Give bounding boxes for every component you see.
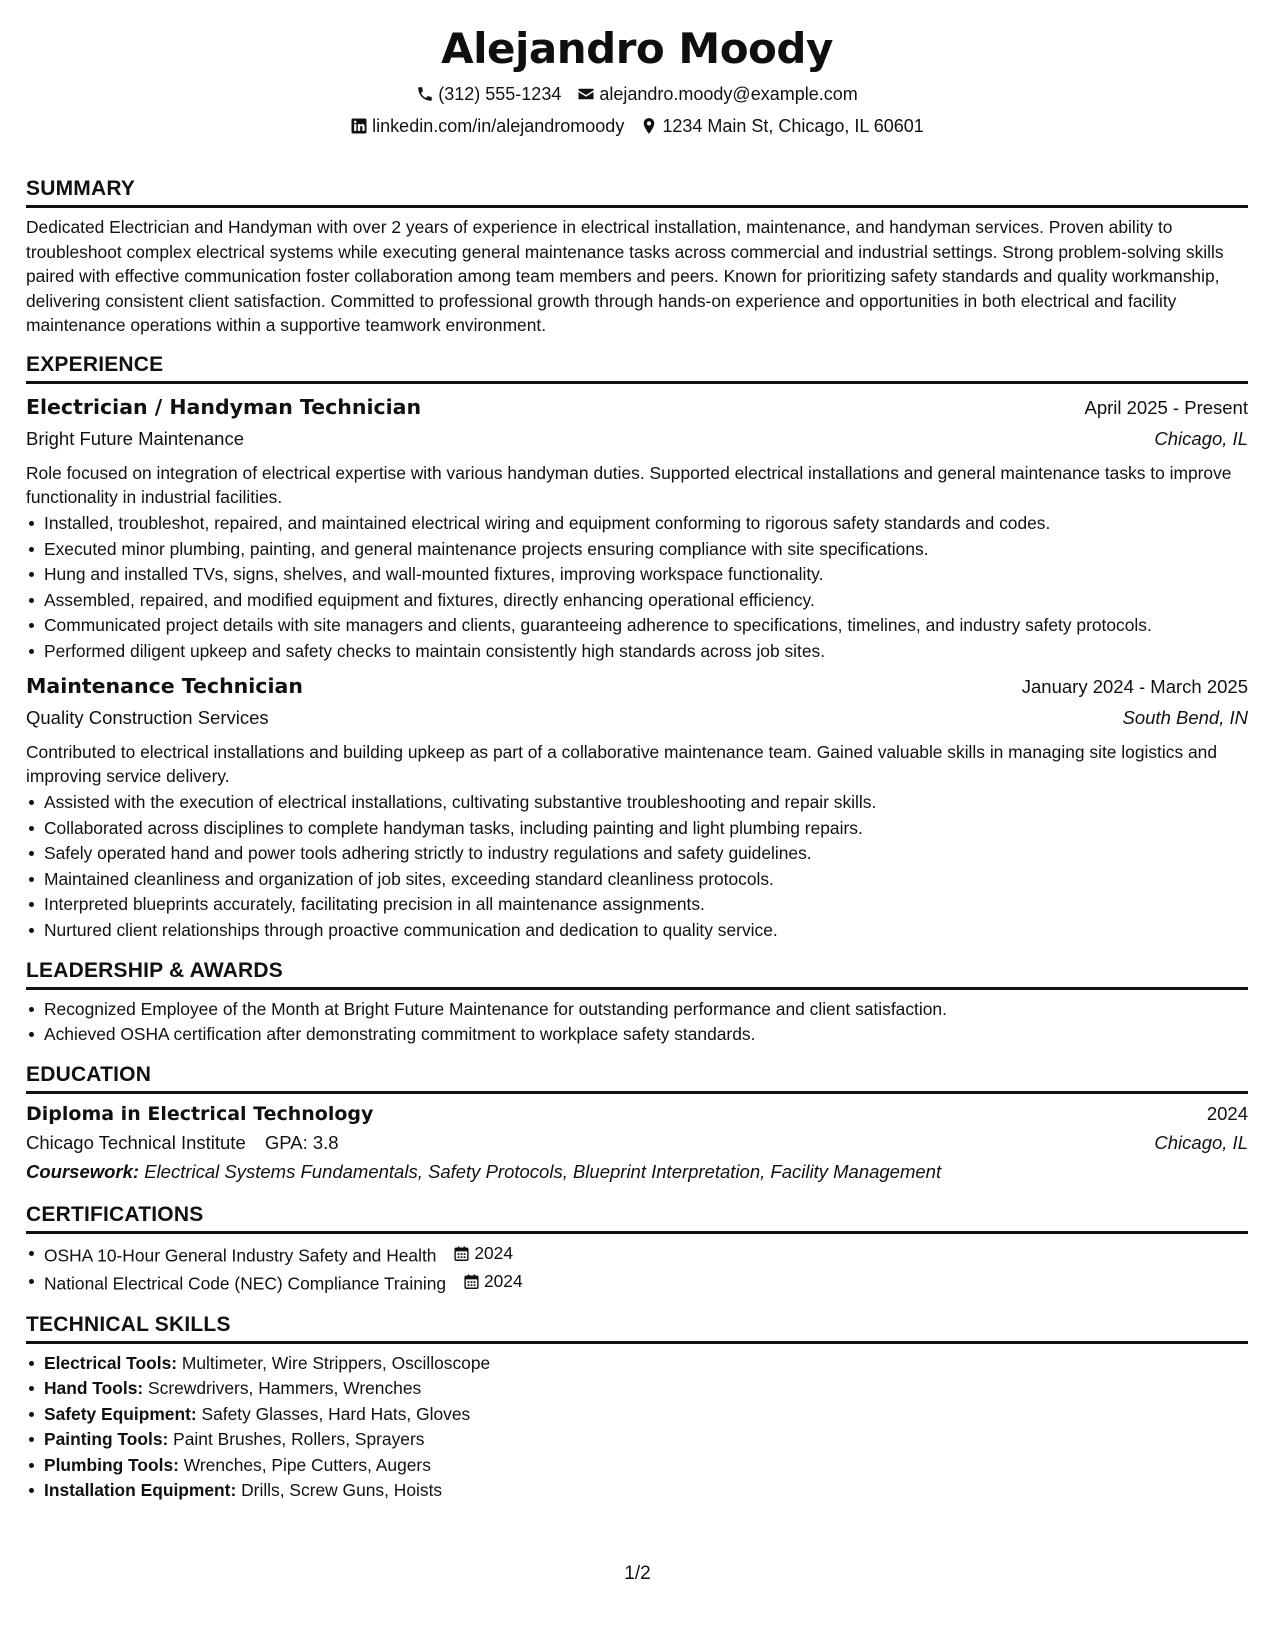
education-section [26, 1062, 1248, 1186]
job-bullet: Communicated project details with site managers and clients, guaranteeing adherence to specifications, timelines, and industry safety protocols. [26, 613, 1248, 637]
education-entry [26, 1099, 1248, 1186]
skill-values: Multimeter, Wire Strippers, Oscilloscope [181, 1352, 491, 1373]
coursework-line [26, 1157, 1248, 1186]
job-company-row [26, 702, 1248, 733]
skill-category: Hand Tools: [44, 1378, 144, 1398]
coursework-label: Coursework: [26, 1161, 140, 1182]
certification-year: 2024 [474, 1243, 513, 1263]
candidate-name: Alejandro Moody [441, 24, 833, 73]
skill-category: Installation Equipment: [44, 1480, 237, 1500]
leadership-item: Achieved OSHA certification after demonstrating commitment to workplace safety standards. [26, 1022, 1248, 1046]
job-company-row [26, 423, 1248, 454]
certification-name: OSHA 10-Hour General Industry Safety and Health [44, 1245, 437, 1266]
summary-section [26, 176, 1248, 338]
experience-section [26, 352, 1248, 942]
skill-category: Safety Equipment: [44, 1403, 197, 1424]
skill-values: Screwdrivers, Hammers, Wrenches [148, 1378, 422, 1398]
certifications-list [26, 1241, 1248, 1296]
job-description: Role focused on integration of electrical expertise with various handyman duties. Supported electrical installations and general maintenance tasks to improve functionality in industrial facilities. [26, 462, 1232, 507]
skills-section [26, 1312, 1248, 1503]
skill-item [26, 1376, 1248, 1400]
linkedin-contact[interactable] [350, 114, 624, 138]
section-title-experience: EXPERIENCE [26, 352, 1248, 384]
job-dates: April 2025 - Present [1084, 396, 1248, 418]
contact-line-2 [26, 114, 1248, 138]
leadership-item: Recognized Employee of the Month at Bright Future Maintenance for outstanding performance and client satisfaction. [26, 997, 1248, 1021]
skill-category: Painting Tools: [44, 1429, 169, 1449]
certification-item [26, 1241, 1248, 1268]
gpa: GPA: 3.8 [264, 1132, 339, 1153]
skill-item [26, 1351, 1248, 1375]
calendar-icon [463, 1273, 480, 1290]
skill-item [26, 1453, 1248, 1477]
job-header-row [26, 392, 1248, 423]
email-address[interactable]: alejandro.moody@example.com [599, 84, 858, 104]
phone-number: (312) 555-1234 [438, 84, 562, 104]
job-location: South Bend, IN [1122, 706, 1248, 728]
skills-list [26, 1351, 1248, 1503]
education-school-row [26, 1128, 1248, 1157]
skill-category: Plumbing Tools: [44, 1454, 179, 1475]
section-title-skills: TECHNICAL SKILLS [26, 1312, 1248, 1344]
job-bullet: Installed, troubleshot, repaired, and maintained electrical wiring and equipment conforming to rigorous safety standards and codes. [26, 511, 1248, 535]
job-bullet-list [26, 790, 1248, 942]
address-contact [640, 114, 924, 138]
job-company: Bright Future Maintenance [26, 427, 245, 449]
school-name: Chicago Technical Institute [26, 1132, 246, 1153]
job-bullet-list [26, 511, 1248, 663]
leadership-section [26, 958, 1248, 1047]
job-title: Electrician / Handyman Technician [26, 394, 422, 419]
section-title-education: EDUCATION [26, 1062, 1248, 1094]
job-entry [26, 392, 1248, 663]
school-location: Chicago, IL [1154, 1132, 1248, 1153]
job-bullet: Hung and installed TVs, signs, shelves, and wall-mounted fixtures, improving workspace functionality. [26, 562, 1248, 586]
section-title-summary: SUMMARY [26, 176, 1248, 208]
calendar-icon [453, 1245, 470, 1262]
skill-item [26, 1478, 1248, 1502]
job-bullet: Nurtured client relationships through proactive communication and dedication to quality service. [26, 918, 1248, 942]
school-info [26, 1128, 339, 1157]
contact-line-1 [26, 82, 1248, 106]
job-bullet: Assembled, repaired, and modified equipment and fixtures, directly enhancing operational efficiency. [26, 588, 1248, 612]
certification-year: 2024 [483, 1271, 523, 1291]
skill-values: Paint Brushes, Rollers, Sprayers [173, 1429, 425, 1449]
job-bullet: Executed minor plumbing, painting, and general maintenance projects ensuring compliance with site specifications. [26, 537, 1248, 561]
job-bullet: Safely operated hand and power tools adhering strictly to industry regulations and safety guidelines. [26, 841, 1248, 865]
skill-values: Wrenches, Pipe Cutters, Augers [183, 1454, 431, 1475]
job-bullet: Performed diligent upkeep and safety checks to maintain consistently high standards across job sites. [26, 639, 1248, 663]
leadership-list [26, 997, 1248, 1047]
section-title-leadership: LEADERSHIP & AWARDS [26, 958, 1248, 990]
phone-contact [416, 82, 561, 106]
education-header-row [26, 1099, 1248, 1128]
skill-item [26, 1427, 1248, 1451]
certification-date [463, 1269, 523, 1293]
skill-values: Safety Glasses, Hard Hats, Gloves [201, 1403, 471, 1424]
job-bullet: Interpreted blueprints accurately, facilitating precision in all maintenance assignments. [26, 892, 1248, 916]
job-header-row [26, 671, 1248, 702]
job-title: Maintenance Technician [26, 673, 303, 698]
resume-page [26, 0, 1248, 1502]
certification-name: National Electrical Code (NEC) Compliance Training [44, 1273, 447, 1294]
skill-values: Drills, Screw Guns, Hoists [241, 1480, 443, 1500]
job-bullet: Maintained cleanliness and organization of job sites, exceeding standard cleanliness protocols. [26, 867, 1248, 891]
linkedin-url[interactable]: linkedin.com/in/alejandromoody [372, 116, 625, 136]
coursework-list: Electrical Systems Fundamentals, Safety Protocols, Blueprint Interpretation, Facility Management [144, 1161, 942, 1182]
job-dates: January 2024 - March 2025 [1021, 675, 1248, 697]
job-entry [26, 671, 1248, 942]
certification-item [26, 1269, 1248, 1296]
job-bullet: Collaborated across disciplines to complete handyman tasks, including painting and light plumbing repairs. [26, 816, 1248, 840]
job-bullet: Assisted with the execution of electrical installations, cultivating substantive troubleshooting and repair skills. [26, 790, 1248, 814]
skill-category: Electrical Tools: [44, 1352, 178, 1373]
certifications-section [26, 1202, 1248, 1296]
skill-item [26, 1402, 1248, 1426]
page-number: 1/2 [624, 1563, 651, 1584]
linkedin-icon [350, 117, 368, 135]
summary-text: Dedicated Electrician and Handyman with over 2 years of experience in electrical installation, maintenance, and handyman services. Proven ability to troubleshoot complex electrical systems while executing general maintenance tasks across commercial and industrial settings. Strong problem-solving skills paired with effective communication foster collaboration among team members and peers. Known for prioritizing safety standards and quality workmanship, delivering consistent client satisfaction. Committed to professional growth through hands-on experience and opportunities in both electrical and facility maintenance operations within a supportive teamwork environment. [26, 217, 1224, 335]
section-title-certifications: CERTIFICATIONS [26, 1202, 1248, 1234]
phone-icon [416, 85, 434, 103]
job-company: Quality Construction Services [26, 706, 269, 728]
map-pin-icon [640, 117, 658, 135]
email-contact[interactable] [577, 82, 857, 106]
job-description: Contributed to electrical installations and building upkeep as part of a collaborative maintenance team. Gained valuable skills in managing site logistics and improving service delivery. [26, 741, 1217, 786]
graduation-year: 2024 [1206, 1103, 1248, 1124]
degree-name: Diploma in Electrical Technology [26, 1103, 374, 1125]
certification-date [453, 1241, 513, 1265]
street-address: 1234 Main St, Chicago, IL 60601 [662, 116, 924, 136]
envelope-icon [577, 85, 595, 103]
job-location: Chicago, IL [1154, 427, 1248, 449]
